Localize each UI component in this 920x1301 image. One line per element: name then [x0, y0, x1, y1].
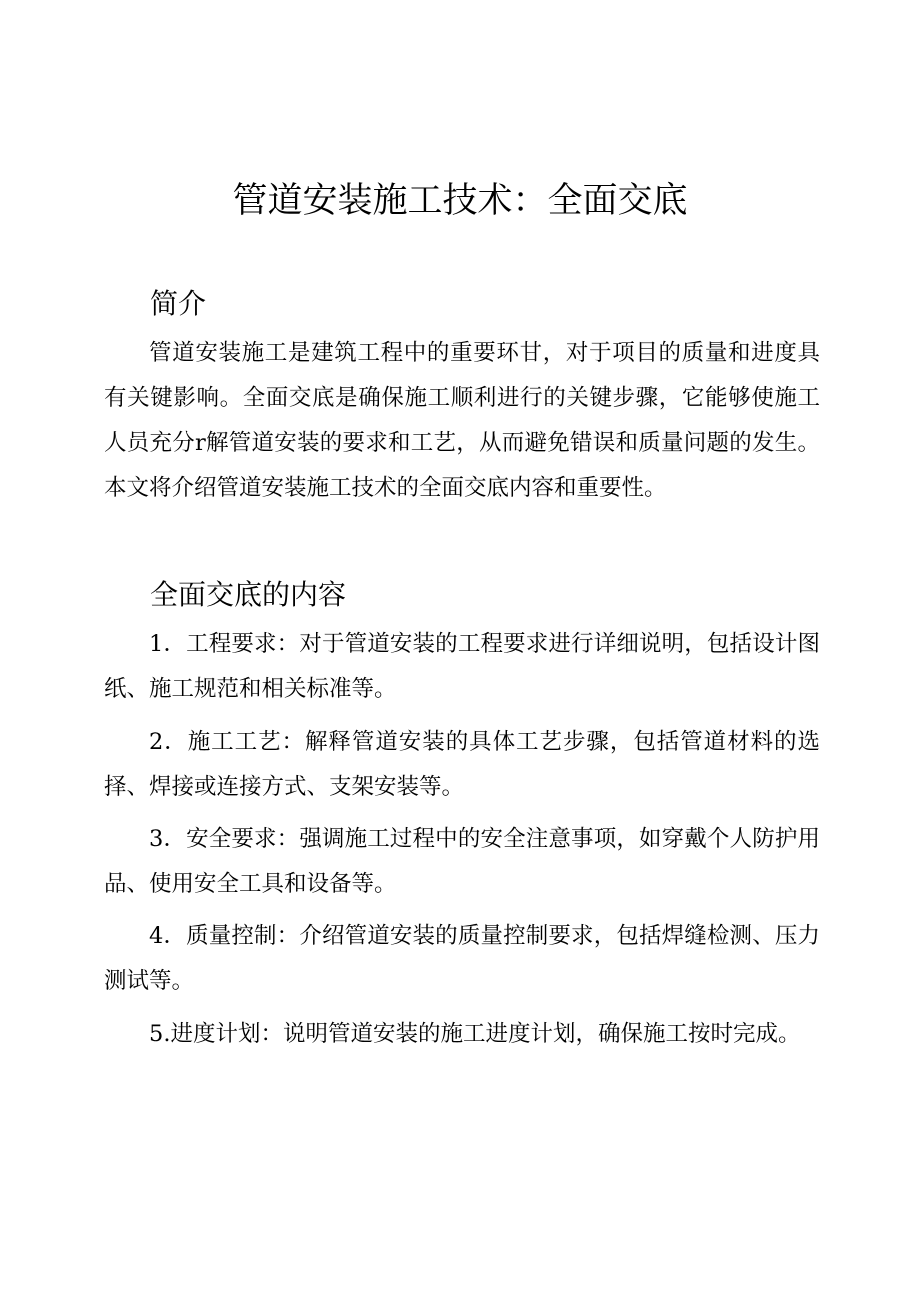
content-item-3: 3．安全要求：强调施工过程中的安全注意事项，如穿戴个人防护用品、使用安全工具和设备等。	[104, 826, 820, 897]
content-item-4: 4．质量控制：介绍管道安装的质量控制要求，包括焊缝检测、压力测试等。	[104, 923, 820, 994]
content-item-1: 1．工程要求：对于管道安装的工程要求进行详细说明，包括设计图纸、施工规范和相关标准等。	[104, 631, 820, 702]
section-heading-content: 全面交底的内容	[150, 578, 347, 611]
content-item-2: 2．施工工艺：解释管道安装的具体工艺步骤，包括管道材料的选择、焊接或连接方式、支架安装等。	[104, 729, 820, 800]
document-title: 管道安装施工技术：全面交底	[232, 181, 688, 221]
content-item-5: 5.进度计划：说明管道安装的施工进度计划，确保施工按时完成。	[149, 1021, 801, 1047]
section-heading-intro: 简介	[150, 287, 207, 320]
intro-paragraph: 管道安装施工是建筑工程中的重要环甘，对于项目的质量和进度具有关键影响。全面交底是确保施工顺利进行的关键步骤，它能够使施工人员充分r解管道安装的要求和工艺，从而避免错误和质量问题的发生。本文将介绍管道安装施工技术的全面交底内容和重要性。	[104, 340, 820, 501]
